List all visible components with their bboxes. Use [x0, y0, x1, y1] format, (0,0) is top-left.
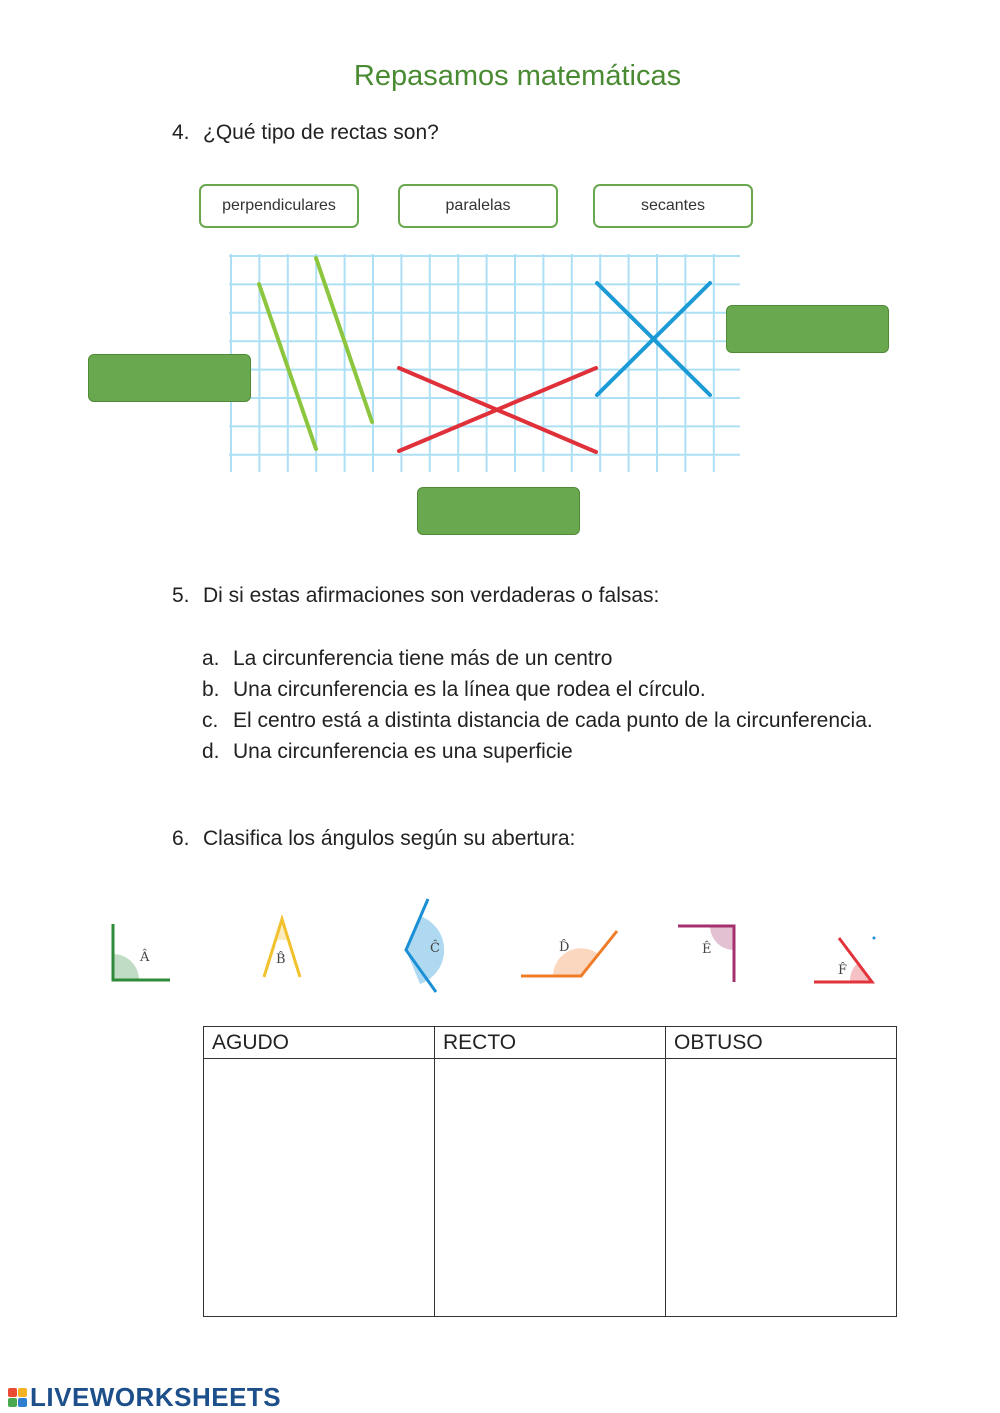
table-row: [204, 1059, 897, 1317]
angle-classification-table: [203, 1026, 897, 1317]
header-recto: RECTO: [435, 1027, 666, 1059]
question-6: [172, 827, 575, 851]
question-4-number: 4.: [172, 121, 190, 144]
angle-d-label: D̂: [559, 940, 570, 955]
liveworksheets-logo: [8, 1382, 281, 1413]
question-5-number: 5.: [172, 584, 190, 607]
angle-e-arc: [710, 926, 734, 950]
statement-c[interactable]: [202, 707, 873, 738]
statement-text: El centro está a distinta distancia de cada punto de la circunferencia.: [233, 709, 873, 732]
logo-mark-icon: [8, 1388, 27, 1407]
drop-zone-secant[interactable]: [417, 487, 580, 535]
option-secantes[interactable]: secantes: [593, 184, 753, 228]
option-perpendiculares[interactable]: perpendiculares: [199, 184, 359, 228]
angle-d[interactable]: [518, 927, 622, 983]
angle-b[interactable]: [258, 913, 308, 983]
question-5-text: Di si estas afirmaciones son verdaderas o falsas:: [203, 584, 660, 607]
statement-text: Una circunferencia es una superficie: [233, 740, 573, 763]
statement-letter: c.: [202, 709, 219, 732]
statements-list: [202, 645, 873, 769]
statement-b[interactable]: [202, 676, 873, 707]
cell-agudo-drop[interactable]: [204, 1059, 435, 1317]
angle-a[interactable]: [106, 920, 176, 986]
question-6-number: 6.: [172, 827, 190, 850]
question-4: [172, 121, 439, 145]
statement-a[interactable]: [202, 645, 873, 676]
angle-b-label: B̂: [276, 952, 286, 967]
drop-zone-perpendicular[interactable]: [726, 305, 889, 353]
angle-c[interactable]: [396, 896, 446, 996]
lines-grid-figure: [229, 254, 740, 472]
statement-text: Una circunferencia es la línea que rodea el círculo.: [233, 678, 706, 701]
angle-e-label: Ê: [702, 942, 712, 957]
angle-f-dot: [873, 937, 876, 940]
cell-obtuso-drop[interactable]: [666, 1059, 897, 1317]
header-obtuso: OBTUSO: [666, 1027, 897, 1059]
angle-f[interactable]: [810, 930, 880, 986]
header-agudo: AGUDO: [204, 1027, 435, 1059]
page-title: Repasamos matemáticas: [353, 60, 682, 92]
question-6-text: Clasifica los ángulos según su abertura:: [203, 827, 576, 850]
statement-letter: d.: [202, 740, 220, 763]
grid-background: [229, 254, 740, 472]
logo-text: LIVEWORKSHEETS: [30, 1382, 282, 1412]
statement-letter: b.: [202, 678, 220, 701]
option-paralelas[interactable]: paralelas: [398, 184, 558, 228]
angle-a-label: Â: [140, 950, 150, 965]
question-4-text: ¿Qué tipo de rectas son?: [203, 121, 439, 144]
question-5: [172, 584, 659, 608]
drop-zone-parallel[interactable]: [88, 354, 251, 402]
angle-f-label: F̂: [838, 963, 848, 978]
statement-letter: a.: [202, 647, 220, 670]
angle-e[interactable]: [675, 920, 741, 986]
statement-text: La circunferencia tiene más de un centro: [233, 647, 613, 670]
angle-c-label: Ĉ: [430, 941, 440, 956]
angle-a-arc: [113, 954, 139, 980]
statement-d[interactable]: [202, 738, 873, 769]
cell-recto-drop[interactable]: [435, 1059, 666, 1317]
table-header-row: [204, 1027, 897, 1059]
